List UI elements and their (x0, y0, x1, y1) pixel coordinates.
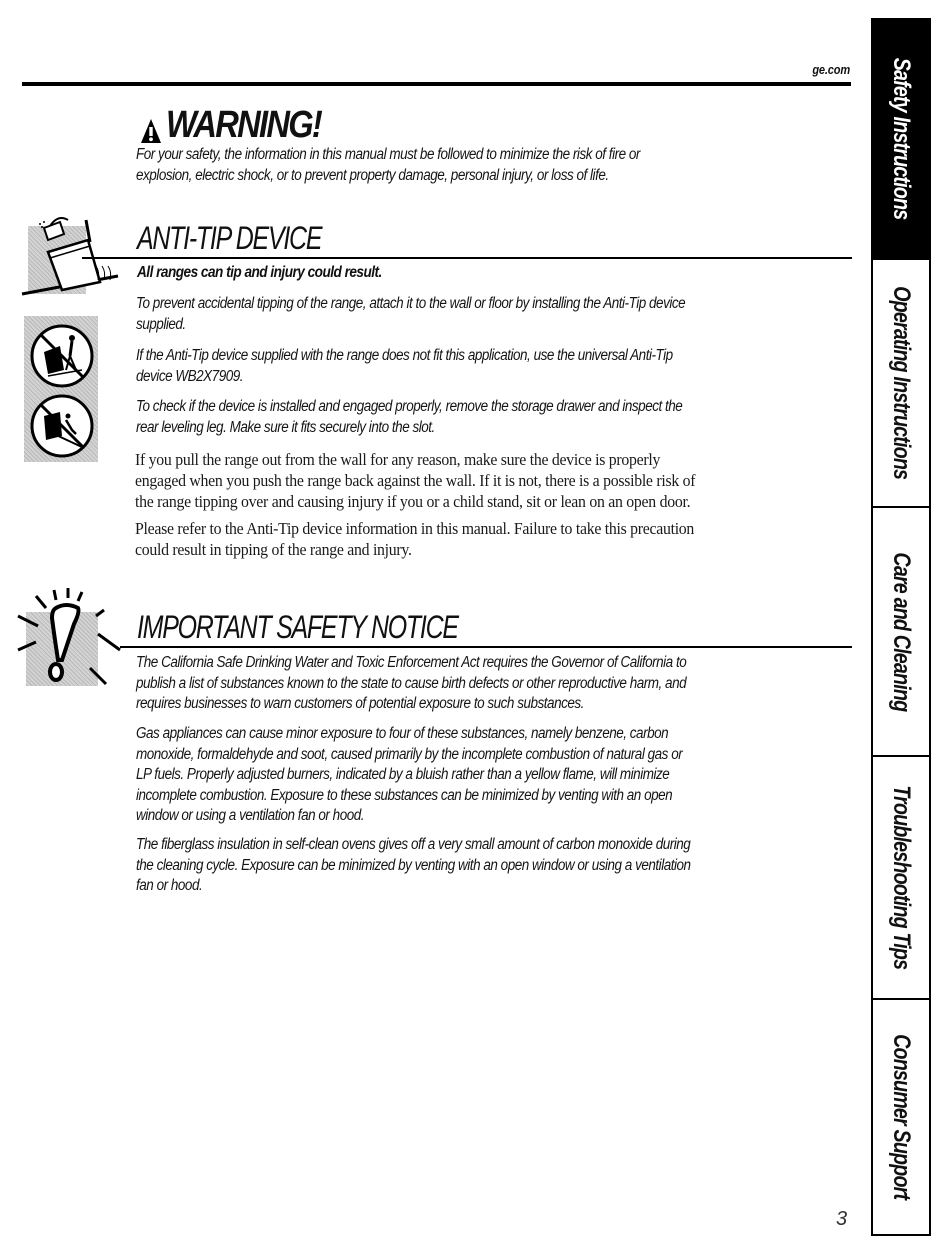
anti-tip-serif-paragraph: If you pull the range out from the wall for any reason, make sure the device is properly engaged when you push the range back against the wall. If it is not, there is a possible risk of the range tipping over and causing injury if you or a child stand, sit or lean on an open door. (135, 450, 696, 511)
warning-triangle-icon (140, 118, 162, 144)
tipping-range-icon (20, 214, 120, 296)
tab-safety-instructions[interactable]: Safety Instructions (873, 20, 929, 260)
notice-paragraph: The California Safe Drinking Water and Toxic Enforcement Act requires the Governor of California to publish a list of substances known to the state to cause birth defects or other reproductive harm, and requires businesses to warn customers of potential exposure to such substances. (136, 654, 687, 712)
anti-tip-lead: All ranges can tip and injury could result. (137, 264, 382, 281)
anti-tip-title: ANTI-TIP DEVICE (137, 220, 322, 256)
no-standing-on-door-icon (32, 326, 92, 386)
anti-tip-paragraph: To prevent accidental tipping of the range, attach it to the wall or floor by installing the Anti-Tip device supplied. (136, 295, 686, 333)
warning-line: explosion, electric shock, or to prevent property damage, personal injury, or loss of life. (136, 166, 609, 184)
notice-title: IMPORTANT SAFETY NOTICE (137, 609, 458, 645)
warning-heading (140, 104, 346, 144)
anti-tip-paragraph: To check if the device is installed and engaged properly, remove the storage drawer and inspect the rear leveling leg. Make sure it fits securely into the slot. (136, 398, 683, 436)
notice-paragraph: Gas appliances can cause minor exposure to four of these substances, namely benzene, carbon monoxide, formaldehyde and soot, caused primarily by the incomplete combustion of natural gas or LP fuels. Properly adjusted burners, indicated by a bluish rather than a yellow flame, will minimize incomplete combustion. Exposure to these substances can be minimized by venting with an open window or using a ventilation fan or hood. (136, 725, 683, 824)
warning-line: For your safety, the information in this manual must be followed to minimize the risk of fire or (136, 146, 640, 163)
anti-tip-rule (82, 257, 852, 259)
header-rule (22, 82, 851, 86)
section-tabs (871, 18, 931, 1236)
tab-consumer-support[interactable]: Consumer Support (888, 1034, 915, 1200)
notice-paragraph: The fiberglass insulation in self-clean ovens gives off a very small amount of carbon monoxide during the cleaning cycle. Exposure can be minimized by venting with an open window or using a ventilation fan or hood. (136, 836, 691, 894)
tab-troubleshooting-tips[interactable]: Troubleshooting Tips (873, 757, 929, 1000)
warning-text (136, 145, 715, 186)
no-sitting-on-door-icon (32, 396, 92, 456)
anti-tip-paragraph: If the Anti-Tip device supplied with the range does not fit this application, use the universal Anti-Tip device WB2X7909. (136, 347, 673, 385)
tab-care-and-cleaning[interactable]: Care and Cleaning (873, 508, 929, 757)
tab-operating-instructions[interactable]: Operating Instructions (873, 260, 929, 508)
site-url: ge.com (812, 62, 850, 77)
exclamation-icon (4, 588, 124, 688)
page-number: 3 (836, 1208, 848, 1230)
anti-tip-serif-paragraph: Please refer to the Anti-Tip device information in this manual. Failure to take this precaution could result in tipping of the range and injury. (135, 519, 695, 559)
notice-rule (120, 646, 852, 648)
warning-title: WARNING! (166, 104, 322, 146)
prohibition-icons (24, 316, 98, 462)
